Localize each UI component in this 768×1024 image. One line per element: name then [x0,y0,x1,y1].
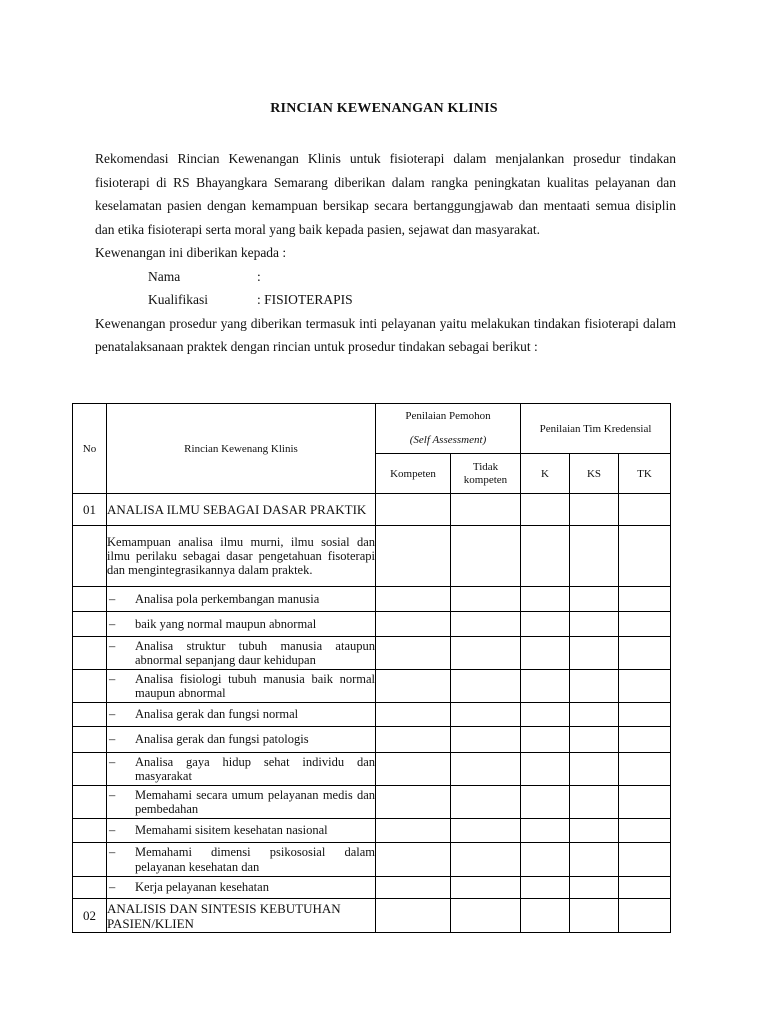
cell-ks[interactable] [570,494,619,526]
field-nama [95,265,676,289]
dash-bullet: – [109,754,116,769]
cell-tidak-kompeten[interactable] [451,727,521,753]
list-item [107,877,376,899]
cell-k[interactable] [521,494,570,526]
table-row [73,843,671,877]
item-text: Analisa gaya hidup sehat individu dan masyarakat [135,754,375,783]
cell-ks[interactable] [570,843,619,877]
cell-ks[interactable] [570,637,619,670]
section-description: Kemampuan analisa ilmu murni, ilmu sosial dan ilmu perilaku sebagai dasar pengetahuan fisoterapi dan mengintegrasikannya dalam praktek. [107,526,376,587]
empty-number-cell [73,587,107,612]
cell-tk[interactable] [619,612,671,637]
cell-kompeten[interactable] [376,753,451,786]
cell-ks[interactable] [570,670,619,703]
cell-tk[interactable] [619,637,671,670]
list-item [107,786,376,819]
cell-tidak-kompeten[interactable] [451,612,521,637]
item-text: baik yang normal maupun abnormal [135,616,317,631]
cell-kompeten[interactable] [376,703,451,727]
field-value: : FISIOTERAPIS [257,292,353,307]
list-item [107,612,376,637]
item-text: Memahami dimensi psikososial dalam pelayanan kesehatan dan [135,845,375,874]
empty-number-cell [73,703,107,727]
cell-k[interactable] [521,670,570,703]
cell-ks[interactable] [570,703,619,727]
dash-bullet: – [109,787,116,802]
item-text: Memahami sisitem kesehatan nasional [135,823,328,838]
cell-kompeten[interactable] [376,637,451,670]
header-rincian: Rincian Kewenang Klinis [107,404,376,494]
cell-k[interactable] [521,899,570,933]
header-pemohon [376,404,521,454]
cell-tidak-kompeten[interactable] [451,753,521,786]
header-k: K [521,454,570,494]
table-row [73,587,671,612]
cell-ks[interactable] [570,819,619,843]
given-to-line: Kewenangan ini diberikan kepada : [95,245,287,260]
dash-bullet: – [109,638,116,653]
table-row [73,877,671,899]
field-kualifikasi [95,288,676,312]
cell-tidak-kompeten[interactable] [451,877,521,899]
cell-kompeten[interactable] [376,877,451,899]
item-text: Analisa gerak dan fungsi normal [135,707,299,722]
list-item [107,727,376,753]
cell-kompeten[interactable] [376,587,451,612]
table-row [73,727,671,753]
list-item [107,637,376,670]
section-title: ANALISA ILMU SEBAGAI DASAR PRAKTIK [107,494,376,526]
cell-k[interactable] [521,612,570,637]
cell-kompeten[interactable] [376,899,451,933]
dash-bullet: – [109,707,116,722]
item-text: Kerja pelayanan kesehatan [135,880,269,895]
empty-number-cell [73,877,107,899]
header-kompeten: Kompeten [376,454,451,494]
cell-kompeten[interactable] [376,786,451,819]
cell-k[interactable] [521,786,570,819]
competency-table [72,403,671,933]
cell-tidak-kompeten[interactable] [451,526,521,587]
cell-kompeten[interactable] [376,727,451,753]
cell-k[interactable] [521,703,570,727]
cell-tidak-kompeten[interactable] [451,899,521,933]
cell-tk[interactable] [619,877,671,899]
header-tim-kredensial: Penilaian Tim Kredensial [521,404,671,454]
cell-k[interactable] [521,587,570,612]
list-item [107,819,376,843]
cell-k[interactable] [521,843,570,877]
table-row [73,612,671,637]
item-text: Analisa struktur tubuh manusia ataupun abnormal sepanjang daur kehidupan [135,638,375,667]
table-row [73,637,671,670]
cell-tk[interactable] [619,753,671,786]
procedure-paragraph: Kewenangan prosedur yang diberikan termasuk inti pelayanan yaitu melakukan tindakan fisioterapi dalam penatalaksanaan praktek dengan rincian untuk prosedur tindakan sebagai berikut : [95,315,676,354]
empty-number-cell [73,637,107,670]
cell-tk[interactable] [619,494,671,526]
cell-ks[interactable] [570,587,619,612]
section-number: 02 [73,899,107,933]
empty-number-cell [73,612,107,637]
cell-tidak-kompeten[interactable] [451,843,521,877]
table-row [73,526,671,587]
cell-tk[interactable] [619,819,671,843]
header-ks: KS [570,454,619,494]
dash-bullet: – [109,591,116,606]
cell-ks[interactable] [570,899,619,933]
header-tk: TK [619,454,671,494]
list-item [107,670,376,703]
section-number: 01 [73,494,107,526]
cell-ks[interactable] [570,526,619,587]
item-text: Analisa fisiologi tubuh manusia baik normal maupun abnormal [135,671,375,700]
cell-ks[interactable] [570,786,619,819]
cell-tidak-kompeten[interactable] [451,494,521,526]
cell-tidak-kompeten[interactable] [451,637,521,670]
intro-section [95,147,676,359]
cell-k[interactable] [521,819,570,843]
cell-k[interactable] [521,526,570,587]
dash-bullet: – [109,616,116,631]
cell-tidak-kompeten[interactable] [451,703,521,727]
cell-tk[interactable] [619,703,671,727]
cell-kompeten[interactable] [376,843,451,877]
dash-bullet: – [109,845,116,859]
table-row [73,899,671,933]
empty-number-cell [73,753,107,786]
cell-ks[interactable] [570,727,619,753]
table-row [73,819,671,843]
cell-tk[interactable] [619,727,671,753]
item-text: Analisa pola perkembangan manusia [135,591,320,606]
dash-bullet: – [109,823,116,838]
section-title: ANALISIS DAN SINTESIS KEBUTUHAN PASIEN/KLIEN [107,899,376,933]
field-label: Kualifikasi [148,292,208,307]
cell-ks[interactable] [570,753,619,786]
empty-number-cell [73,670,107,703]
cell-tk[interactable] [619,843,671,877]
empty-number-cell [73,727,107,753]
cell-kompeten[interactable] [376,819,451,843]
cell-k[interactable] [521,637,570,670]
dash-bullet: – [109,880,116,895]
cell-kompeten[interactable] [376,494,451,526]
intro-paragraph: Rekomendasi Rincian Kewenangan Klinis untuk fisioterapi dalam menjalankan prosedur tindakan fisioterapi di RS Bhayangkara Semarang diberikan dalam rangka peningkatan kualitas pelayanan dan keselamatan pasien dengan kemampuan bersikap secara bertanggungjawab dan mentaati semua disiplin dan etika fisioterapi serta moral yang baik kepada pasien, sejawat dan masyarakat. [95,151,676,237]
list-item [107,587,376,612]
dash-bullet: – [109,732,116,747]
header-self-assessment: (Self Assessment) [409,434,487,446]
cell-k[interactable] [521,727,570,753]
cell-ks[interactable] [570,877,619,899]
cell-kompeten[interactable] [376,526,451,587]
field-value: : [257,268,261,284]
dash-bullet: – [109,671,116,686]
table-row [73,786,671,819]
empty-number-cell [73,819,107,843]
cell-tk[interactable] [619,899,671,933]
table-row [73,494,671,526]
item-text: Analisa gerak dan fungsi patologis [135,732,309,747]
table-row [73,670,671,703]
header-tidak-kompeten: Tidak kompeten [451,454,521,494]
document-title: RINCIAN KEWENANGAN KLINIS [270,101,498,116]
cell-tk[interactable] [619,587,671,612]
table-row [73,703,671,727]
field-label: Nama [148,268,181,284]
cell-k[interactable] [521,877,570,899]
empty-number-cell [73,526,107,587]
cell-tidak-kompeten[interactable] [451,786,521,819]
cell-tidak-kompeten[interactable] [451,819,521,843]
cell-k[interactable] [521,753,570,786]
cell-tk[interactable] [619,786,671,819]
cell-tidak-kompeten[interactable] [451,670,521,703]
cell-kompeten[interactable] [376,670,451,703]
empty-number-cell [73,843,107,877]
list-item [107,843,376,877]
cell-tk[interactable] [619,670,671,703]
header-pemohon-label: Penilaian Pemohon [405,410,491,422]
list-item [107,753,376,786]
header-no: No [73,404,107,494]
cell-ks[interactable] [570,612,619,637]
cell-tk[interactable] [619,526,671,587]
empty-number-cell [73,786,107,819]
item-text: Memahami secara umum pelayanan medis dan pembedahan [135,787,375,816]
cell-tidak-kompeten[interactable] [451,587,521,612]
table-row [73,753,671,786]
list-item [107,703,376,727]
cell-kompeten[interactable] [376,612,451,637]
